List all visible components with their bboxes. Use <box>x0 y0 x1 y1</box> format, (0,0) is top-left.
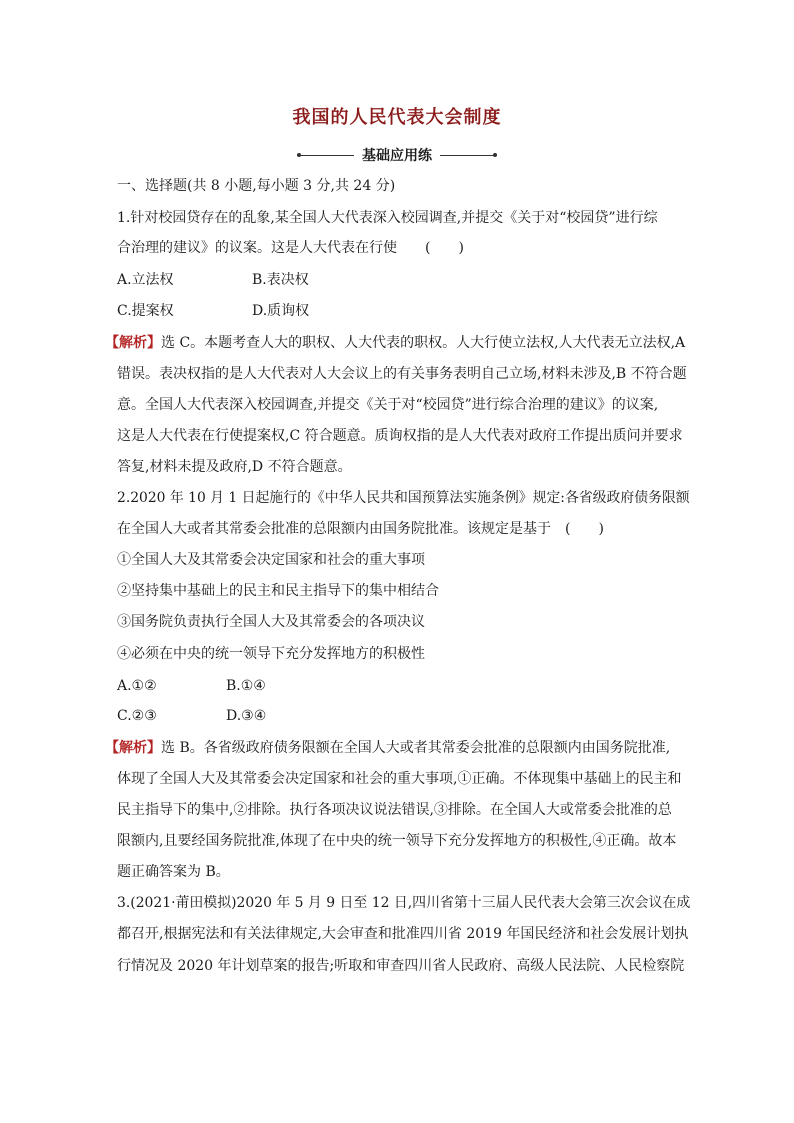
q2-option-a: A.①② <box>117 678 157 694</box>
q2-option-b: B.①④ <box>226 678 266 694</box>
q1-analysis-line: 答复,材料未提及政府,D 不符合题意。 <box>117 459 352 475</box>
q2-analysis-line: 限额内,且要经国务院批准,体现了在中央的统一领导下充分发挥地方的积极性,④正确。故本 <box>117 833 677 849</box>
q2-analysis-line: 题正确答案为 B。 <box>117 864 230 880</box>
section-heading: 一、选择题(共 8 小题,每小题 3 分,共 24 分) <box>117 178 396 194</box>
q2-stem-line: 在全国人大或者其常委会批准的总限额内由国务院批准。该规定是基于 ( ) <box>117 521 604 537</box>
q3-stem-line: 3.(2021·莆田模拟)2020 年 5 月 9 日至 12 日,四川省第十三届人民代表大会第三次会议在成 <box>117 895 691 911</box>
q2-statement: ①全国人大及其常委会决定国家和社会的重大事项 <box>117 552 425 568</box>
q1-analysis-line: 错误。表决权指的是人大代表对人大会议上的有关事务表明自己立场,材料未涉及,B 不符合题 <box>117 366 687 382</box>
q2-statement: ②坚持集中基础上的民主和民主指导下的集中相结合 <box>117 583 439 599</box>
q1-option-c: C.提案权 <box>117 303 174 319</box>
q2-statement: ④必须在中央的统一领导下充分发挥地方的积极性 <box>117 646 425 662</box>
q1-analysis-line: 意。全国人大代表深入校园调查,并提交《关于对“校园贷”进行综合治理的建议》的议案, <box>117 397 659 413</box>
q2-analysis-line: 体现了全国人大及其常委会决定国家和社会的重大事项,①正确。不体现集中基础上的民主和 <box>117 771 682 787</box>
q3-stem-line: 行情况及 2020 年计划草案的报告;听取和审查四川省人民政府、高级人民法院、人民检察院 <box>117 958 685 974</box>
q1-stem-line: 合治理的建议》的议案。这是人大代表在行使 ( ) <box>117 240 464 256</box>
q1-stem-line: 1.针对校园贷存在的乱象,某全国人大代表深入校园调查,并提交《关于对“校园贷”进行综 <box>117 210 658 226</box>
analysis-tag: 【解析】 <box>105 740 161 756</box>
q1-option-b: B.表决权 <box>252 272 309 288</box>
q2-analysis-line <box>105 738 670 758</box>
section-divider <box>297 146 497 164</box>
q2-option-d: D.③④ <box>226 708 267 724</box>
q1-option-d: D.质询权 <box>252 303 310 319</box>
q1-analysis-line <box>105 333 685 353</box>
divider-rule-left <box>297 155 354 156</box>
q1-analysis-line: 这是人大代表在行使提案权,C 符合题意。质询权指的是人大代表对政府工作提出质问并要求 <box>117 428 683 444</box>
q1-option-a: A.立法权 <box>117 272 174 288</box>
q2-stem-line: 2.2020 年 10 月 1 日起施行的《中华人民共和国预算法实施条例》规定:各省级政府债务限额 <box>117 490 690 506</box>
q2-option-c: C.②③ <box>117 708 157 724</box>
q1-analysis-text: 选 C。本题考查人大的职权、人大代表的职权。人大行使立法权,人大代表无立法权,A <box>161 335 686 351</box>
q2-statement: ③国务院负责执行全国人大及其常委会的各项决议 <box>117 614 425 630</box>
q2-analysis-text: 选 B。各省级政府债务限额在全国人大或者其常委会批准的总限额内由国务院批准, <box>161 740 671 756</box>
document-title: 我国的人民代表大会制度 <box>292 107 502 128</box>
q3-stem-line: 都召开,根据宪法和有关法律规定,大会审查和批准四川省 2019 年国民经济和社会发展计划执 <box>117 926 689 942</box>
section-label: 基础应用练 <box>362 148 432 164</box>
q2-analysis-line: 民主指导下的集中,②排除。执行各项决议说法错误,③排除。在全国人大或常委会批准的总 <box>117 802 672 818</box>
divider-rule-right <box>440 155 497 156</box>
analysis-tag: 【解析】 <box>105 335 161 351</box>
